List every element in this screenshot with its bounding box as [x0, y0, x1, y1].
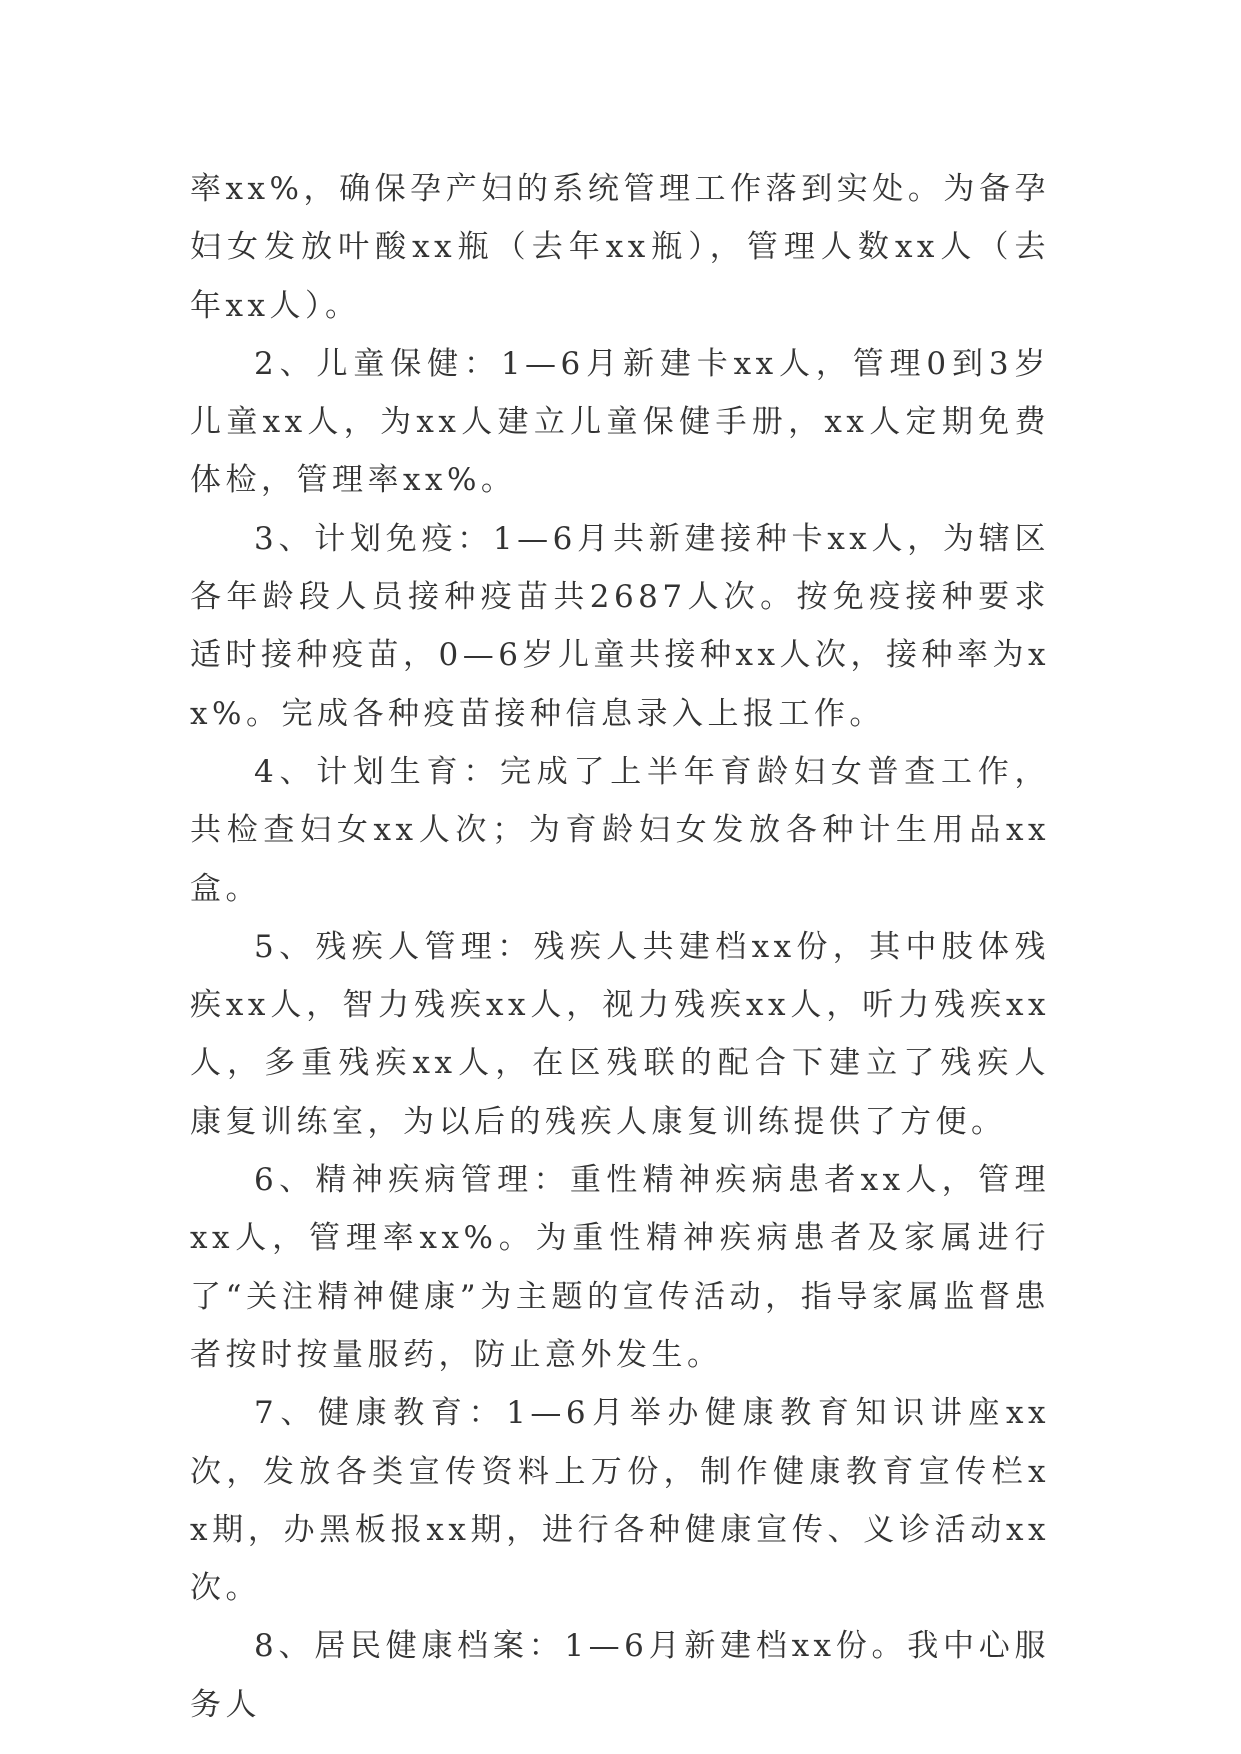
paragraph-health-education: 7、健康教育：1—6月举办健康教育知识讲座xx次，发放各类宣传资料上万份，制作健康教育宣传栏xx期，办黑板报xx期，进行各种健康宣传、义诊活动xx次。 [190, 1395, 1050, 1607]
paragraph-immunization: 3、计划免疫：1—6月共新建接种卡xx人，为辖区各年龄段人员接种疫苗共2687人次。按免疫接种要求适时接种疫苗，0—6岁儿童共接种xx人次，接种率为xx%。完成各种疫苗接种信息录入上报工作。 [190, 520, 1050, 732]
paragraph-mental-health: 6、精神疾病管理：重性精神疾病患者xx人，管理xx人，管理率xx%。为重性精神疾病患者及家属进行了“关注精神健康”为主题的宣传活动，指导家属监督患者按时按量服药，防止意外发生。 [190, 1162, 1050, 1373]
paragraph-family-planning: 4、计划生育：完成了上半年育龄妇女普查工作，共检查妇女xx人次；为育龄妇女发放各种计生用品xx盒。 [190, 753, 1050, 907]
paragraph-disability: 5、残疾人管理：残疾人共建档xx份，其中肢体残疾xx人，智力残疾xx人，视力残疾xx人，听力残疾xx人，多重残疾xx人，在区残联的配合下建立了残疾人康复训练室，为以后的残疾人康复训练提供了方便。 [190, 928, 1050, 1140]
paragraph-health-records: 8、居民健康档案：1—6月新建档xx份。我中心服务人 [190, 1628, 1050, 1723]
paragraph-child-health: 2、儿童保健：1—6月新建卡xx人，管理0到3岁儿童xx人，为xx人建立儿童保健手册，xx人定期免费体检，管理率xx%。 [190, 345, 1050, 499]
document-body [190, 160, 1050, 1734]
paragraph-continued: 率xx%，确保孕产妇的系统管理工作落到实处。为备孕妇女发放叶酸xx瓶（去年xx瓶），管理人数xx人（去年xx人）。 [190, 171, 1050, 324]
